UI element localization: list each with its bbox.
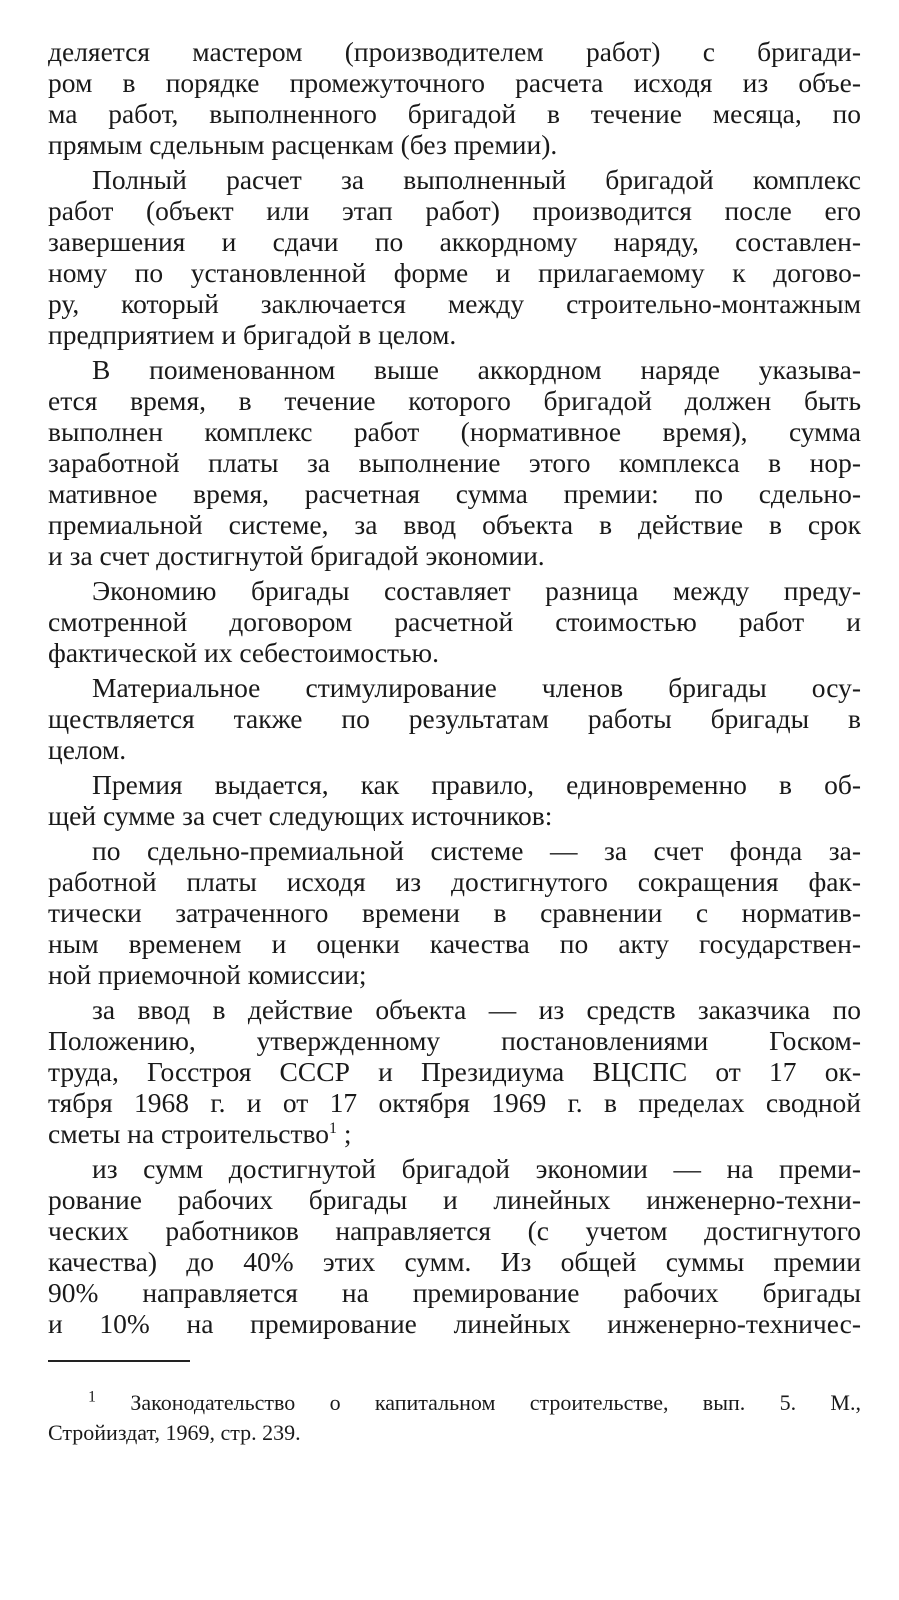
text-line: ным временем и оценки качества по акту государствен- (48, 928, 861, 959)
text-line: Положению, утвержденному постановлениями Госком- (48, 1025, 861, 1056)
text-line: работ (объект или этап работ) производится после его (48, 195, 861, 226)
paragraph-5 (48, 672, 861, 765)
text-line: щей сумме за счет следующих источников: (48, 800, 553, 831)
text-line: и 10% на премирование линейных инженерно-техничес- (48, 1308, 861, 1339)
text-line: предприятием и бригадой в целом. (48, 319, 457, 350)
text-line: ществляется также по результатам работы бригады в (48, 703, 861, 734)
text-line: рование рабочих бригады и линейных инженерно-техни- (48, 1184, 861, 1215)
text-line: деляется мастером (производителем работ) с бригади- (48, 36, 861, 67)
footnote-divider (48, 1360, 190, 1362)
text-line: мативное время, расчетная сумма премии: по сдельно- (48, 478, 861, 509)
text-line: ется время, в течение которого бригадой должен быть (48, 385, 861, 416)
footnote-text: Законодательство о капитальном строительстве, вып. 5. М., (96, 1390, 861, 1415)
footnote-reference: 1 (329, 1119, 338, 1137)
text-line: Премия выдается, как правило, единовременно в об- (92, 769, 861, 800)
footnote-line (48, 1388, 861, 1418)
paragraph-7 (48, 835, 861, 990)
text-line: тября 1968 г. и от 17 октября 1969 г. в пределах сводной (48, 1087, 861, 1118)
text-line: заработной платы за выполнение этого комплекса в нор- (48, 447, 861, 478)
paragraph-1 (48, 36, 861, 160)
text-line: выполнен комплекс работ (нормативное время), сумма (48, 416, 861, 447)
text-line: ной приемочной комиссии; (48, 959, 367, 990)
text-line: труда, Госстроя СССР и Президиума ВЦСПС от 17 ок- (48, 1056, 861, 1087)
page-body (48, 36, 861, 1343)
paragraph-8 (48, 994, 861, 1149)
text-line: фактической их себестоимостью. (48, 637, 439, 668)
text-line: смотренной договором расчетной стоимостью работ и (48, 606, 861, 637)
text-line: прямым сдельным расценкам (без премии). (48, 129, 558, 160)
text-line: ром в порядке промежуточного расчета исходя из объе- (48, 67, 861, 98)
text-line: целом. (48, 734, 127, 765)
text-line: Полный расчет за выполненный бригадой комплекс (92, 164, 861, 195)
paragraph-2 (48, 164, 861, 350)
text-line: за ввод в действие объекта — из средств заказчика по (92, 994, 861, 1025)
text-line: В поименованном выше аккордном наряде указыва- (92, 354, 861, 385)
text-line: Материальное стимулирование членов бригады осу- (92, 672, 861, 703)
text-fragment: сметы на строительство (48, 1118, 330, 1149)
text-line: 90% направляется на премирование рабочих бригады (48, 1277, 861, 1308)
text-line: по сдельно-премиальной системе — за счет фонда за- (92, 835, 861, 866)
text-line: и за счет достигнутой бригадой экономии. (48, 540, 545, 571)
paragraph-3 (48, 354, 861, 571)
text-fragment: ; (337, 1118, 352, 1149)
text-line: премиальной системе, за ввод объекта в действие в срок (48, 509, 861, 540)
footnote-marker: 1 (88, 1388, 96, 1406)
text-line: ру, который заключается между строительно-монтажным (48, 288, 861, 319)
text-line: качества) до 40% этих сумм. Из общей суммы премии (48, 1246, 861, 1277)
text-line: ческих работников направляется (с учетом достигнутого (48, 1215, 861, 1246)
text-line: тически затраченного времени в сравнении с норматив- (48, 897, 861, 928)
text-line: ному по установленной форме и прилагаемому к догово- (48, 257, 861, 288)
text-line: Экономию бригады составляет разница между преду- (92, 575, 861, 606)
paragraph-6 (48, 769, 861, 831)
text-line (48, 1118, 861, 1149)
text-line: ма работ, выполненного бригадой в течение месяца, по (48, 98, 861, 129)
footnote (48, 1388, 861, 1448)
footnote-line: Стройиздат, 1969, стр. 239. (48, 1420, 301, 1445)
text-line: работной платы исходя из достигнутого сокращения фак- (48, 866, 861, 897)
text-line: завершения и сдачи по аккордному наряду, составлен- (48, 226, 861, 257)
paragraph-9 (48, 1153, 861, 1339)
paragraph-4 (48, 575, 861, 668)
text-line: из сумм достигнутой бригадой экономии — на преми- (92, 1153, 861, 1184)
